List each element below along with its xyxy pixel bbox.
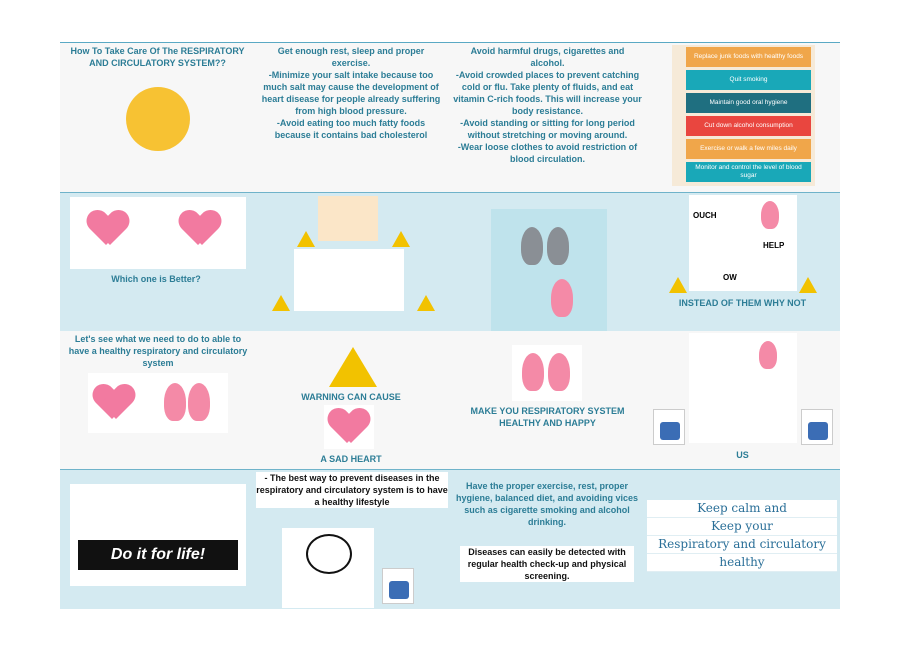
hearts-cell xyxy=(60,193,252,331)
lung-icon xyxy=(522,353,544,391)
us-text: US xyxy=(736,450,749,460)
warning-icon xyxy=(669,277,687,293)
sad-heart-text: A SAD HEART xyxy=(320,454,382,464)
row-1 xyxy=(60,43,840,193)
happy-heart-icon xyxy=(94,385,134,421)
keep-calm-line: Respiratory and circulatory xyxy=(647,536,837,554)
hearts-image xyxy=(70,197,246,269)
thinking-emoji-icon xyxy=(126,87,190,151)
heart-lungs-image xyxy=(88,373,228,433)
proper-text: Have the proper exercise, rest, proper hygiene, balanced diet, and avoiding vices such as cigarette smoking and alcohol drinking. xyxy=(455,481,639,527)
organ-label: OUCH xyxy=(693,211,717,220)
keep-calm-line: healthy xyxy=(647,554,837,572)
row-4 xyxy=(60,469,840,609)
warning-icon xyxy=(297,231,315,247)
which-better-text: Which one is Better? xyxy=(111,274,201,284)
info-bar: Cut down alcohol consumption xyxy=(686,116,811,136)
lungs-smoke-cell xyxy=(450,193,645,331)
tips-text-1: Get enough rest, sleep and proper exercise. -Minimize your salt intake because too much salt may cause the development of heart disease for people already suffering from high blood pressure. -Avoid eating too much fatty foods because it contains bad cholesterol xyxy=(261,46,441,140)
info-bar: Quit smoking xyxy=(686,70,811,90)
thumbs-up-icon xyxy=(653,409,685,445)
keep-calm-cell xyxy=(645,470,840,609)
sad-heart-image xyxy=(324,405,374,449)
warning-cell xyxy=(252,331,450,469)
make-you-text: MAKE YOU RESPIRATORY SYSTEM HEALTHY AND HAPPY xyxy=(470,406,625,428)
junk-cell xyxy=(252,193,450,331)
do-it-banner: Do it for life! xyxy=(78,540,238,570)
happy-lungs-cell xyxy=(450,331,645,469)
happy-lungs-image xyxy=(512,345,582,401)
keep-calm-line: Keep your xyxy=(647,518,837,536)
warning-icon xyxy=(417,295,435,311)
thumbs-up-icon xyxy=(382,568,414,604)
lung-icon xyxy=(164,383,186,421)
lung-icon xyxy=(188,383,210,421)
sad-heart-icon xyxy=(329,409,369,445)
page-title: How To Take Care Of The RESPIRATORY AND CIRCULATORY SYSTEM?? xyxy=(70,46,245,68)
info-bar: Replace junk foods with healthy foods xyxy=(686,47,811,67)
detected-text: Diseases can easily be detected with regular health check-up and physical screening. xyxy=(460,546,634,582)
lets-see-cell xyxy=(60,331,252,469)
lung-icon xyxy=(761,201,779,229)
happy-organs-image xyxy=(689,333,797,443)
row-2 xyxy=(60,193,840,331)
info-bar: Exercise or walk a few miles daily xyxy=(686,139,811,159)
best-way-text: - The best way to prevent diseases in the respiratory and circulatory system is to have a healthy lifestyle xyxy=(256,473,448,507)
keep-calm-box xyxy=(647,500,837,572)
tips-text-2: Avoid harmful drugs, cigarettes and alcohol. -Avoid crowded places to prevent catching cold or flu. Take plenty of fluids, and eat vitamin C-rich foods. This will increase your body resistance. -Avoid standing or sitting for long period without stretching or moving around. -Wear loose clothes to avoid restriction of blood circulation. xyxy=(453,46,642,164)
lets-see-text: Let's see what we need to do to able to have a healthy respiratory and circulatory system xyxy=(68,334,248,368)
organ-label: OW xyxy=(723,273,737,282)
do-it-cell xyxy=(60,470,252,609)
sad-heart-icon xyxy=(180,211,220,247)
organs-image xyxy=(689,195,797,291)
tips-cell-2 xyxy=(450,43,645,192)
cake-image xyxy=(318,196,378,241)
thumbs-up-icon xyxy=(801,409,833,445)
row-3 xyxy=(60,331,840,469)
organ-label: HELP xyxy=(763,241,785,250)
happy-heart-icon xyxy=(88,211,128,247)
proper-cell xyxy=(450,470,645,609)
brochure xyxy=(60,42,840,608)
lung-icon xyxy=(551,279,573,317)
warning-icon xyxy=(392,231,410,247)
keep-calm-line: Keep calm and xyxy=(647,500,837,518)
warning-icon xyxy=(272,295,290,311)
us-cell xyxy=(645,331,840,469)
warning-large-icon xyxy=(329,347,377,387)
lung-icon xyxy=(548,353,570,391)
lung-icon xyxy=(547,227,569,265)
info-bar: Monitor and control the level of blood sugar xyxy=(686,162,811,182)
warning-icon xyxy=(799,277,817,293)
title-cell xyxy=(60,43,252,192)
warning-text: WARNING CAN CAUSE xyxy=(301,392,401,402)
smoking-lungs-image xyxy=(491,209,607,331)
drinks-image xyxy=(294,249,404,311)
infographic xyxy=(645,43,840,192)
organs-cell xyxy=(645,193,840,331)
exercise-figure-image xyxy=(282,528,374,608)
lung-icon xyxy=(521,227,543,265)
lung-icon xyxy=(759,341,777,369)
instead-text: INSTEAD OF THEM WHY NOT xyxy=(678,298,807,308)
tips-cell-1 xyxy=(252,43,450,192)
do-it-for-life-image xyxy=(70,484,246,586)
info-bar: Maintain good oral hygiene xyxy=(686,93,811,113)
best-way-cell xyxy=(252,470,450,609)
